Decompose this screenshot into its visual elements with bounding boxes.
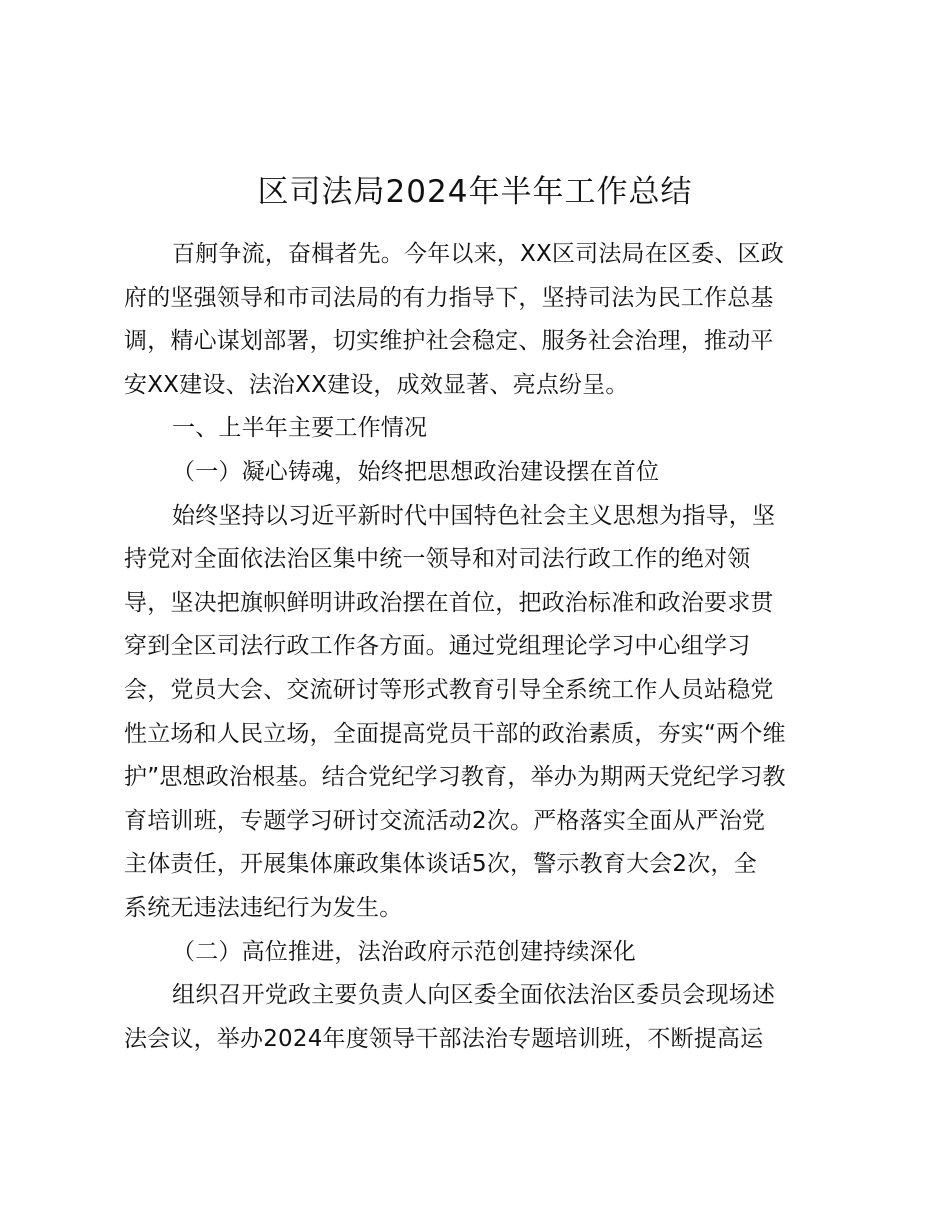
paragraph-line: 性立场和人民立场，全面提高党员干部的政治素质，夯实“两个维 xyxy=(124,720,786,747)
paragraph-line: 导，坚决把旗帜鲜明讲政治摆在首位，把政治标准和政治要求贯 xyxy=(124,589,774,616)
subsection-heading: （一）凝心铸魂，始终把思想政治建设摆在首位 xyxy=(172,458,660,485)
paragraph-line: 持党对全面依法治区集中统一领导和对司法行政工作的绝对领 xyxy=(124,546,751,573)
document-title: 区司法局2024年半年工作总结 xyxy=(257,174,693,210)
paragraph-line: 始终坚持以习近平新时代中国特色社会主义思想为指导，坚 xyxy=(172,502,776,529)
paragraph-line: 百舸争流，奋楫者先。今年以来，XX区司法局在区委、区政 xyxy=(172,241,784,267)
paragraph-line: 主体责任，开展集体廉政集体谈话5次，警示教育大会2次，全 xyxy=(124,851,757,878)
paragraph-line: 会，党员大会、交流研讨等形式教育引导全系统工作人员站稳党 xyxy=(124,676,774,703)
paragraph-line: 法会议，举办2024年度领导干部法治专题培训班，不断提高运 xyxy=(124,1025,764,1052)
subsection-heading: （二）高位推进，法治政府示范创建持续深化 xyxy=(172,938,636,965)
paragraph-line: 系统无违法违纪行为发生。 xyxy=(124,894,403,921)
paragraph-line: 府的坚强领导和市司法局的有力指导下，坚持司法为民工作总基 xyxy=(124,284,774,311)
section-heading: 一、上半年主要工作情况 xyxy=(172,415,428,442)
paragraph-line: 调，精心谋划部署，切实维护社会稳定、服务社会治理，推动平 xyxy=(124,328,774,355)
paragraph-line: 组织召开党政主要负责人向区委全面依法治区委员会现场述 xyxy=(172,982,776,1009)
paragraph-line: 安XX建设、法治XX建设，成效显著、亮点纷呈。 xyxy=(124,371,629,398)
paragraph-line: 穿到全区司法行政工作各方面。通过党组理论学习中心组学习 xyxy=(124,633,751,660)
document-body xyxy=(124,233,836,1061)
paragraph-line: 护”思想政治根基。结合党纪学习教育，举办为期两天党纪学习教 xyxy=(124,764,786,791)
paragraph-line: 育培训班，专题学习研讨交流活动2次。严格落实全面从严治党 xyxy=(124,807,766,834)
